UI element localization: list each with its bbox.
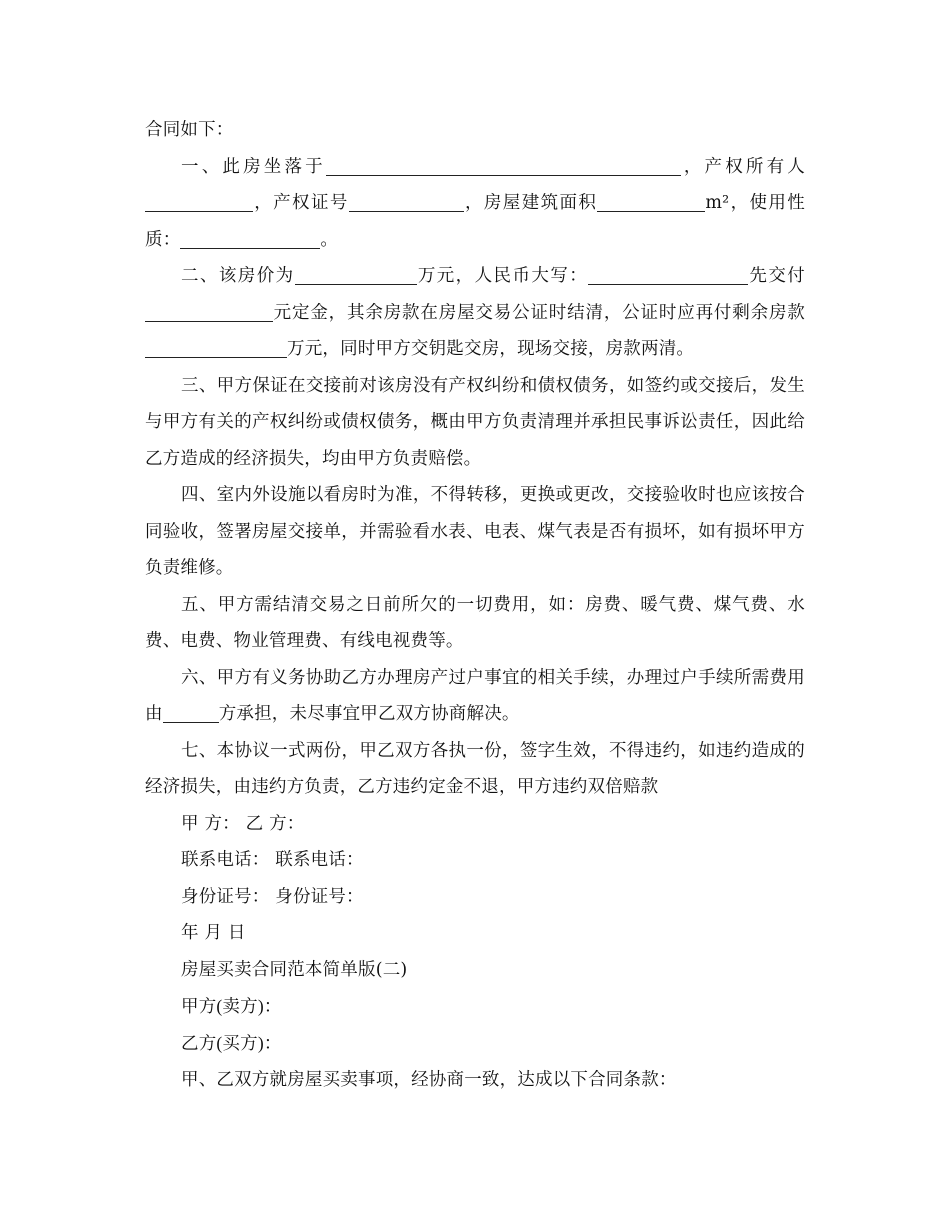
agreement-intro: 甲、乙双方就房屋买卖事项，经协商一致，达成以下合同条款：	[181, 1069, 677, 1089]
buyer-label: 乙方(买方)：	[181, 1032, 282, 1053]
blank-address[interactable]	[326, 153, 681, 176]
paragraph-clause-4: 四、室内外设施以看房时为准，不得转移，更换或更改，交接验收时也应该按合同验收，签署房屋交接单，并需验看水表、电表、煤气表是否有损坏，如有损坏甲方负责维修。	[145, 485, 805, 578]
paragraph-clause-3: 三、甲方保证在交接前对该房没有产权纠纷和债权债务，如签约或交接后，发生与甲方有关的产权纠纷或债权债务，概由甲方负责清理并承担民事诉讼责任，因此给乙方造成的经济损失，均由甲方负责赔偿。	[145, 375, 805, 469]
paragraph-clause-1	[145, 149, 805, 259]
paragraph-clause-6	[145, 660, 805, 733]
text: 合同如下：	[145, 120, 234, 140]
blank-fee-party[interactable]	[163, 700, 219, 723]
paragraph-clause-2	[145, 258, 805, 368]
text: 。	[320, 229, 339, 250]
paragraph-clause-5: 五、甲方需结清交易之日前所欠的一切费用，如：房费、暖气费、煤气费、水费、电费、物业管理费、有线电视费等。	[145, 594, 805, 651]
blank-certificate-no[interactable]	[349, 189, 464, 212]
blank-usage[interactable]	[180, 226, 320, 249]
text: 二、该房价为	[181, 266, 295, 286]
contract-body	[145, 112, 805, 1098]
blank-owner[interactable]	[145, 189, 253, 212]
text: m²，使用性质：	[145, 193, 806, 250]
signature-id: 身份证号： 身份证号：	[181, 886, 364, 907]
text: 先交付	[748, 266, 805, 286]
signature-phone: 联系电话： 联系电话：	[181, 850, 364, 870]
text: 一、此房坐落于	[181, 156, 326, 177]
blank-remaining[interactable]	[145, 335, 287, 358]
text: ，产权证号	[253, 193, 349, 213]
text: 元定金，其余房款在房屋交易公证时结清，公证时应再付剩余房款	[273, 302, 805, 323]
text: ，房屋建筑面积	[463, 193, 598, 213]
paragraph-intro	[145, 112, 805, 149]
blank-price-uppercase[interactable]	[588, 262, 748, 285]
text: 六、甲方有义务协助乙方办理房产过户事宜的相关手续，办理过户手续所需费用由	[145, 667, 805, 724]
seller-label: 甲方(卖方)：	[181, 996, 282, 1016]
paragraph-clause-7: 七、本协议一式两份，甲乙双方各执一份，签字生效，不得违约，如违约造成的经济损失，由违约方负责，乙方违约定金不退，甲方违约双倍赔款	[145, 740, 805, 797]
signature-parties: 甲 方： 乙 方：	[181, 813, 305, 834]
blank-price[interactable]	[295, 262, 417, 285]
signature-date: 年 月 日	[181, 923, 246, 943]
text: ，产权所有人	[680, 156, 805, 177]
section-title-2: 房屋买卖合同范本简单版(二)	[181, 959, 408, 980]
text: 万元，同时甲方交钥匙交房，现场交接，房款两清。	[287, 339, 695, 359]
text: 万元，人民币大写：	[416, 266, 589, 286]
text: 方承担，未尽事宜甲乙双方协商解决。	[218, 704, 520, 724]
blank-deposit[interactable]	[145, 299, 273, 322]
blank-floor-area[interactable]	[597, 189, 705, 212]
